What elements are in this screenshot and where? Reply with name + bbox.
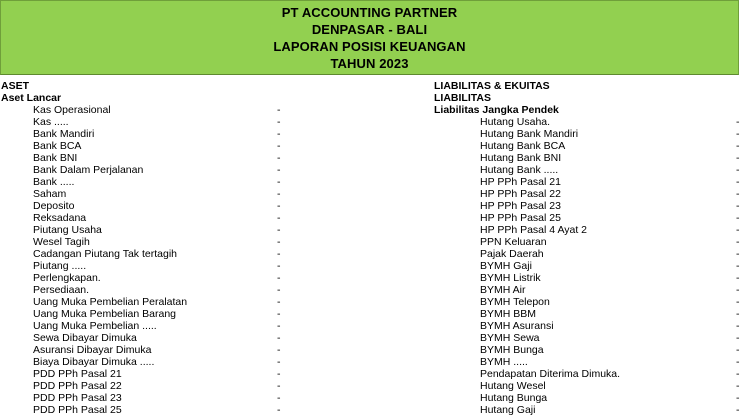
line-item-label: BYMH Telepon (480, 296, 550, 308)
line-item-label: BYMH Asuransi (480, 320, 554, 332)
line-item-row (0, 260, 330, 272)
line-item-label: Uang Muka Pembelian Peralatan (33, 296, 188, 308)
section-heading-label: LIABILITAS & EKUITAS (434, 80, 550, 92)
line-item-label: Bank Dalam Perjalanan (33, 164, 144, 176)
line-item-value: - (277, 164, 281, 176)
line-item-value: - (277, 200, 281, 212)
line-item-row (434, 128, 739, 140)
line-item-row (434, 188, 739, 200)
line-item-label: Hutang Bunga (480, 392, 548, 404)
line-item-row (434, 320, 739, 332)
subsection-heading-label: Liabilitas Jangka Pendek (434, 104, 559, 116)
line-item-row (434, 344, 739, 356)
line-item-row (434, 248, 739, 260)
line-item-value: - (736, 212, 740, 224)
line-item-row (0, 248, 330, 260)
line-item-value: - (277, 236, 281, 248)
line-item-value: - (736, 224, 740, 236)
company-location: DENPASAR - BALI (311, 22, 428, 37)
line-item-label: Hutang Bank ..... (480, 164, 559, 176)
line-item-row (0, 236, 330, 248)
section-heading-label: ASET (1, 80, 30, 92)
line-item-value: - (277, 104, 281, 116)
line-item-value: - (277, 368, 281, 380)
line-item-value: - (277, 284, 281, 296)
line-item-label: BYMH BBM (480, 308, 537, 320)
line-item-value: - (277, 128, 281, 140)
line-item-label: HP PPh Pasal 23 (480, 200, 561, 212)
line-item-label: Kas Operasional (33, 104, 111, 116)
line-item-value: - (736, 356, 740, 368)
line-item-row (0, 332, 330, 344)
subsection-heading-label: LIABILITAS (434, 92, 491, 104)
line-item-row (434, 356, 739, 368)
line-item-label: HP PPh Pasal 22 (480, 188, 561, 200)
line-item-label: Hutang Bank BNI (480, 152, 562, 164)
line-item-row (434, 404, 739, 416)
line-item-row (0, 284, 330, 296)
line-item-row (0, 320, 330, 332)
line-item-value: - (277, 260, 281, 272)
subsection-heading-liabilities (434, 92, 739, 104)
line-item-value: - (736, 308, 740, 320)
line-item-row (0, 164, 330, 176)
line-item-label: BYMH Gaji (480, 260, 532, 272)
line-item-row (0, 224, 330, 236)
line-item-label: PPN Keluaran (480, 236, 547, 248)
line-item-label: Wesel Tagih (33, 236, 90, 248)
line-item-row (0, 188, 330, 200)
line-item-value: - (277, 344, 281, 356)
line-item-value: - (736, 200, 740, 212)
line-item-value: - (736, 176, 740, 188)
line-item-label: BYMH ..... (480, 356, 528, 368)
line-item-label: HP PPh Pasal 25 (480, 212, 561, 224)
line-item-row (0, 368, 330, 380)
line-item-value: - (736, 140, 740, 152)
line-item-label: Asuransi Dibayar Dimuka (33, 344, 152, 356)
line-item-value: - (736, 392, 740, 404)
line-item-value: - (277, 308, 281, 320)
line-item-row (434, 284, 739, 296)
line-item-label: Saham (33, 188, 67, 200)
line-item-row (0, 212, 330, 224)
line-item-value: - (277, 356, 281, 368)
line-item-label: Biaya Dibayar Dimuka ..... (33, 356, 155, 368)
line-item-row (0, 392, 330, 404)
subsection-heading-label: Aset Lancar (1, 92, 62, 104)
line-item-value: - (277, 116, 281, 128)
line-item-row (0, 308, 330, 320)
line-item-value: - (277, 188, 281, 200)
line-item-row (0, 380, 330, 392)
line-item-row (434, 332, 739, 344)
line-item-value: - (277, 380, 281, 392)
line-item-value: - (277, 176, 281, 188)
line-item-row (0, 272, 330, 284)
line-item-value: - (736, 128, 740, 140)
line-item-label: PDD PPh Pasal 23 (33, 392, 122, 404)
line-item-row (0, 296, 330, 308)
line-item-value: - (277, 392, 281, 404)
line-item-label: Hutang Usaha. (480, 116, 551, 128)
line-item-label: BYMH Air (480, 284, 526, 296)
line-item-row (434, 368, 739, 380)
line-item-row (0, 176, 330, 188)
line-item-label: Bank ..... (33, 176, 75, 188)
line-item-label: PDD PPh Pasal 22 (33, 380, 122, 392)
line-item-row (434, 260, 739, 272)
line-item-value: - (736, 332, 740, 344)
section-heading-assets (0, 80, 330, 92)
line-item-row (0, 200, 330, 212)
line-item-value: - (277, 332, 281, 344)
line-item-row (434, 236, 739, 248)
line-item-row (434, 392, 739, 404)
report-title: LAPORAN POSISI KEUANGAN (273, 39, 466, 54)
line-item-row (0, 140, 330, 152)
line-item-value: - (736, 344, 740, 356)
line-item-label: Reksadana (33, 212, 87, 224)
line-item-label: Uang Muka Pembelian ..... (33, 320, 157, 332)
line-item-label: Uang Muka Pembelian Barang (33, 308, 177, 320)
report-header (0, 0, 739, 75)
line-item-row (0, 152, 330, 164)
line-item-value: - (736, 248, 740, 260)
subsection-heading-current-assets (0, 92, 330, 104)
line-item-row (434, 164, 739, 176)
line-item-value: - (736, 236, 740, 248)
line-item-label: PDD PPh Pasal 25 (33, 404, 122, 416)
line-item-value: - (277, 248, 281, 260)
line-item-row (434, 200, 739, 212)
line-item-label: BYMH Listrik (480, 272, 541, 284)
line-item-row (434, 212, 739, 224)
line-item-value: - (277, 272, 281, 284)
line-item-value: - (736, 320, 740, 332)
line-item-value: - (736, 272, 740, 284)
line-item-row (0, 356, 330, 368)
line-item-label: Sewa Dibayar Dimuka (33, 332, 137, 344)
line-item-value: - (277, 296, 281, 308)
line-item-label: Cadangan Piutang Tak tertagih (33, 248, 177, 260)
line-item-label: Bank BCA (33, 140, 82, 152)
line-item-value: - (736, 116, 740, 128)
line-item-value: - (736, 368, 740, 380)
line-item-label: Hutang Wesel (480, 380, 546, 392)
line-item-label: Pendapatan Diterima Dimuka. (480, 368, 621, 380)
line-item-label: Hutang Bank BCA (480, 140, 566, 152)
report-year: TAHUN 2023 (330, 56, 409, 71)
line-item-label: Bank BNI (33, 152, 78, 164)
line-item-value: - (277, 140, 281, 152)
line-item-row (434, 224, 739, 236)
line-item-row (434, 272, 739, 284)
line-item-value: - (736, 188, 740, 200)
line-item-label: HP PPh Pasal 4 Ayat 2 (480, 224, 588, 236)
line-item-label: Deposito (33, 200, 75, 212)
line-item-row (434, 308, 739, 320)
line-item-row (0, 404, 330, 416)
line-item-row (434, 152, 739, 164)
line-item-value: - (277, 152, 281, 164)
line-item-row (0, 104, 330, 116)
line-item-label: BYMH Sewa (480, 332, 540, 344)
line-item-label: BYMH Bunga (480, 344, 544, 356)
line-item-label: HP PPh Pasal 21 (480, 176, 561, 188)
line-item-row (0, 344, 330, 356)
line-item-value: - (736, 380, 740, 392)
line-item-row (434, 140, 739, 152)
line-item-value: - (277, 404, 281, 416)
line-item-row (0, 116, 330, 128)
line-item-row (434, 380, 739, 392)
line-item-label: Hutang Bank Mandiri (480, 128, 579, 140)
line-item-label: Kas ..... (33, 116, 69, 128)
line-item-row (0, 128, 330, 140)
line-item-label: Piutang ..... (33, 260, 87, 272)
line-item-label: Pajak Daerah (480, 248, 544, 260)
line-item-value: - (736, 284, 740, 296)
line-item-label: Persediaan. (33, 284, 90, 296)
line-item-value: - (736, 296, 740, 308)
subsection-heading-current-liabilities (434, 104, 739, 116)
line-item-row (434, 176, 739, 188)
line-item-value: - (736, 404, 740, 416)
line-item-value: - (736, 164, 740, 176)
line-item-label: PDD PPh Pasal 21 (33, 368, 122, 380)
line-item-label: Perlengkapan. (33, 272, 101, 284)
line-item-value: - (736, 260, 740, 272)
company-name: PT ACCOUNTING PARTNER (281, 5, 458, 20)
assets-column (0, 80, 330, 416)
line-item-value: - (736, 152, 740, 164)
line-item-label: Hutang Gaji (480, 404, 536, 416)
line-item-label: Piutang Usaha (33, 224, 102, 236)
line-item-value: - (277, 320, 281, 332)
line-item-value: - (277, 224, 281, 236)
section-heading-liabilities-equity (434, 80, 739, 92)
line-item-label: Bank Mandiri (33, 128, 95, 140)
line-item-row (434, 116, 739, 128)
liabilities-equity-column (434, 80, 739, 416)
line-item-row (434, 296, 739, 308)
line-item-value: - (277, 212, 281, 224)
